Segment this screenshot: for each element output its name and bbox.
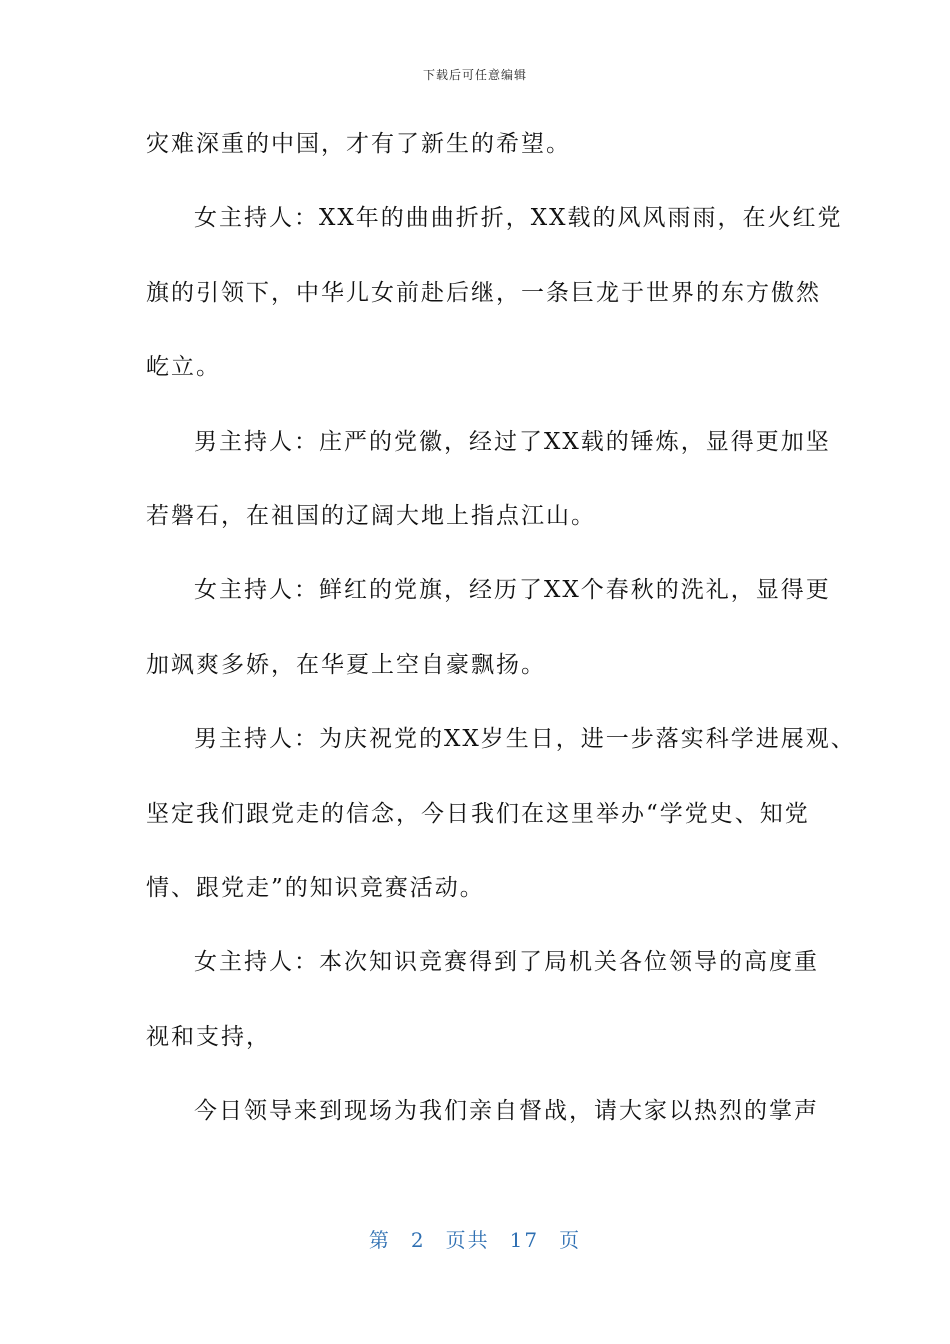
footer-total-pages: 17: [509, 1228, 540, 1252]
paragraph-line: 女主持人：XX年的曲曲折折，XX载的风风雨雨，在火红党: [194, 205, 843, 232]
document-body: [146, 118, 856, 1159]
paragraph-line: 旗的引领下，中华儿女前赴后继，一条巨龙于世界的东方傲然: [146, 279, 821, 306]
paragraph-line: 男主持人：为庆祝党的XX岁生日，进一步落实科学进展观、: [194, 726, 856, 753]
paragraph-line: 男主持人：庄严的党徽，经过了XX载的锤炼，显得更加坚: [194, 428, 831, 455]
paragraph-line: 加飒爽多娇，在华夏上空自豪飘扬。: [146, 651, 546, 678]
paragraph-line: 女主持人：本次知识竞赛得到了局机关各位领导的高度重: [194, 949, 819, 976]
paragraph-line: 灾难深重的中国，才有了新生的希望。: [146, 131, 571, 157]
paragraph-line: 若磐石，在祖国的辽阔大地上指点江山。: [146, 502, 596, 529]
footer-middle: 页共: [445, 1228, 490, 1252]
footer-current-page: 2: [410, 1228, 426, 1252]
paragraph-line: 女主持人：鲜红的党旗，经历了XX个春秋的洗礼，显得更: [194, 577, 831, 604]
paragraph-line: 情、跟党走”的知识竞赛活动。: [146, 874, 485, 901]
footer-suffix: 页: [559, 1228, 582, 1252]
footer-prefix: 第: [368, 1228, 391, 1252]
page-number-footer: [0, 1224, 950, 1253]
paragraph-line: 坚定我们跟党走的信念，今日我们在这里举办“学党史、知党: [146, 800, 810, 827]
paragraph-line: 今日领导来到现场为我们亲自督战，请大家以热烈的掌声: [194, 1098, 819, 1125]
page-header: 下载后可任意编辑: [422, 68, 527, 82]
paragraph-line: 屹立。: [146, 354, 221, 381]
paragraph-line: 视和支持，: [146, 1023, 271, 1050]
